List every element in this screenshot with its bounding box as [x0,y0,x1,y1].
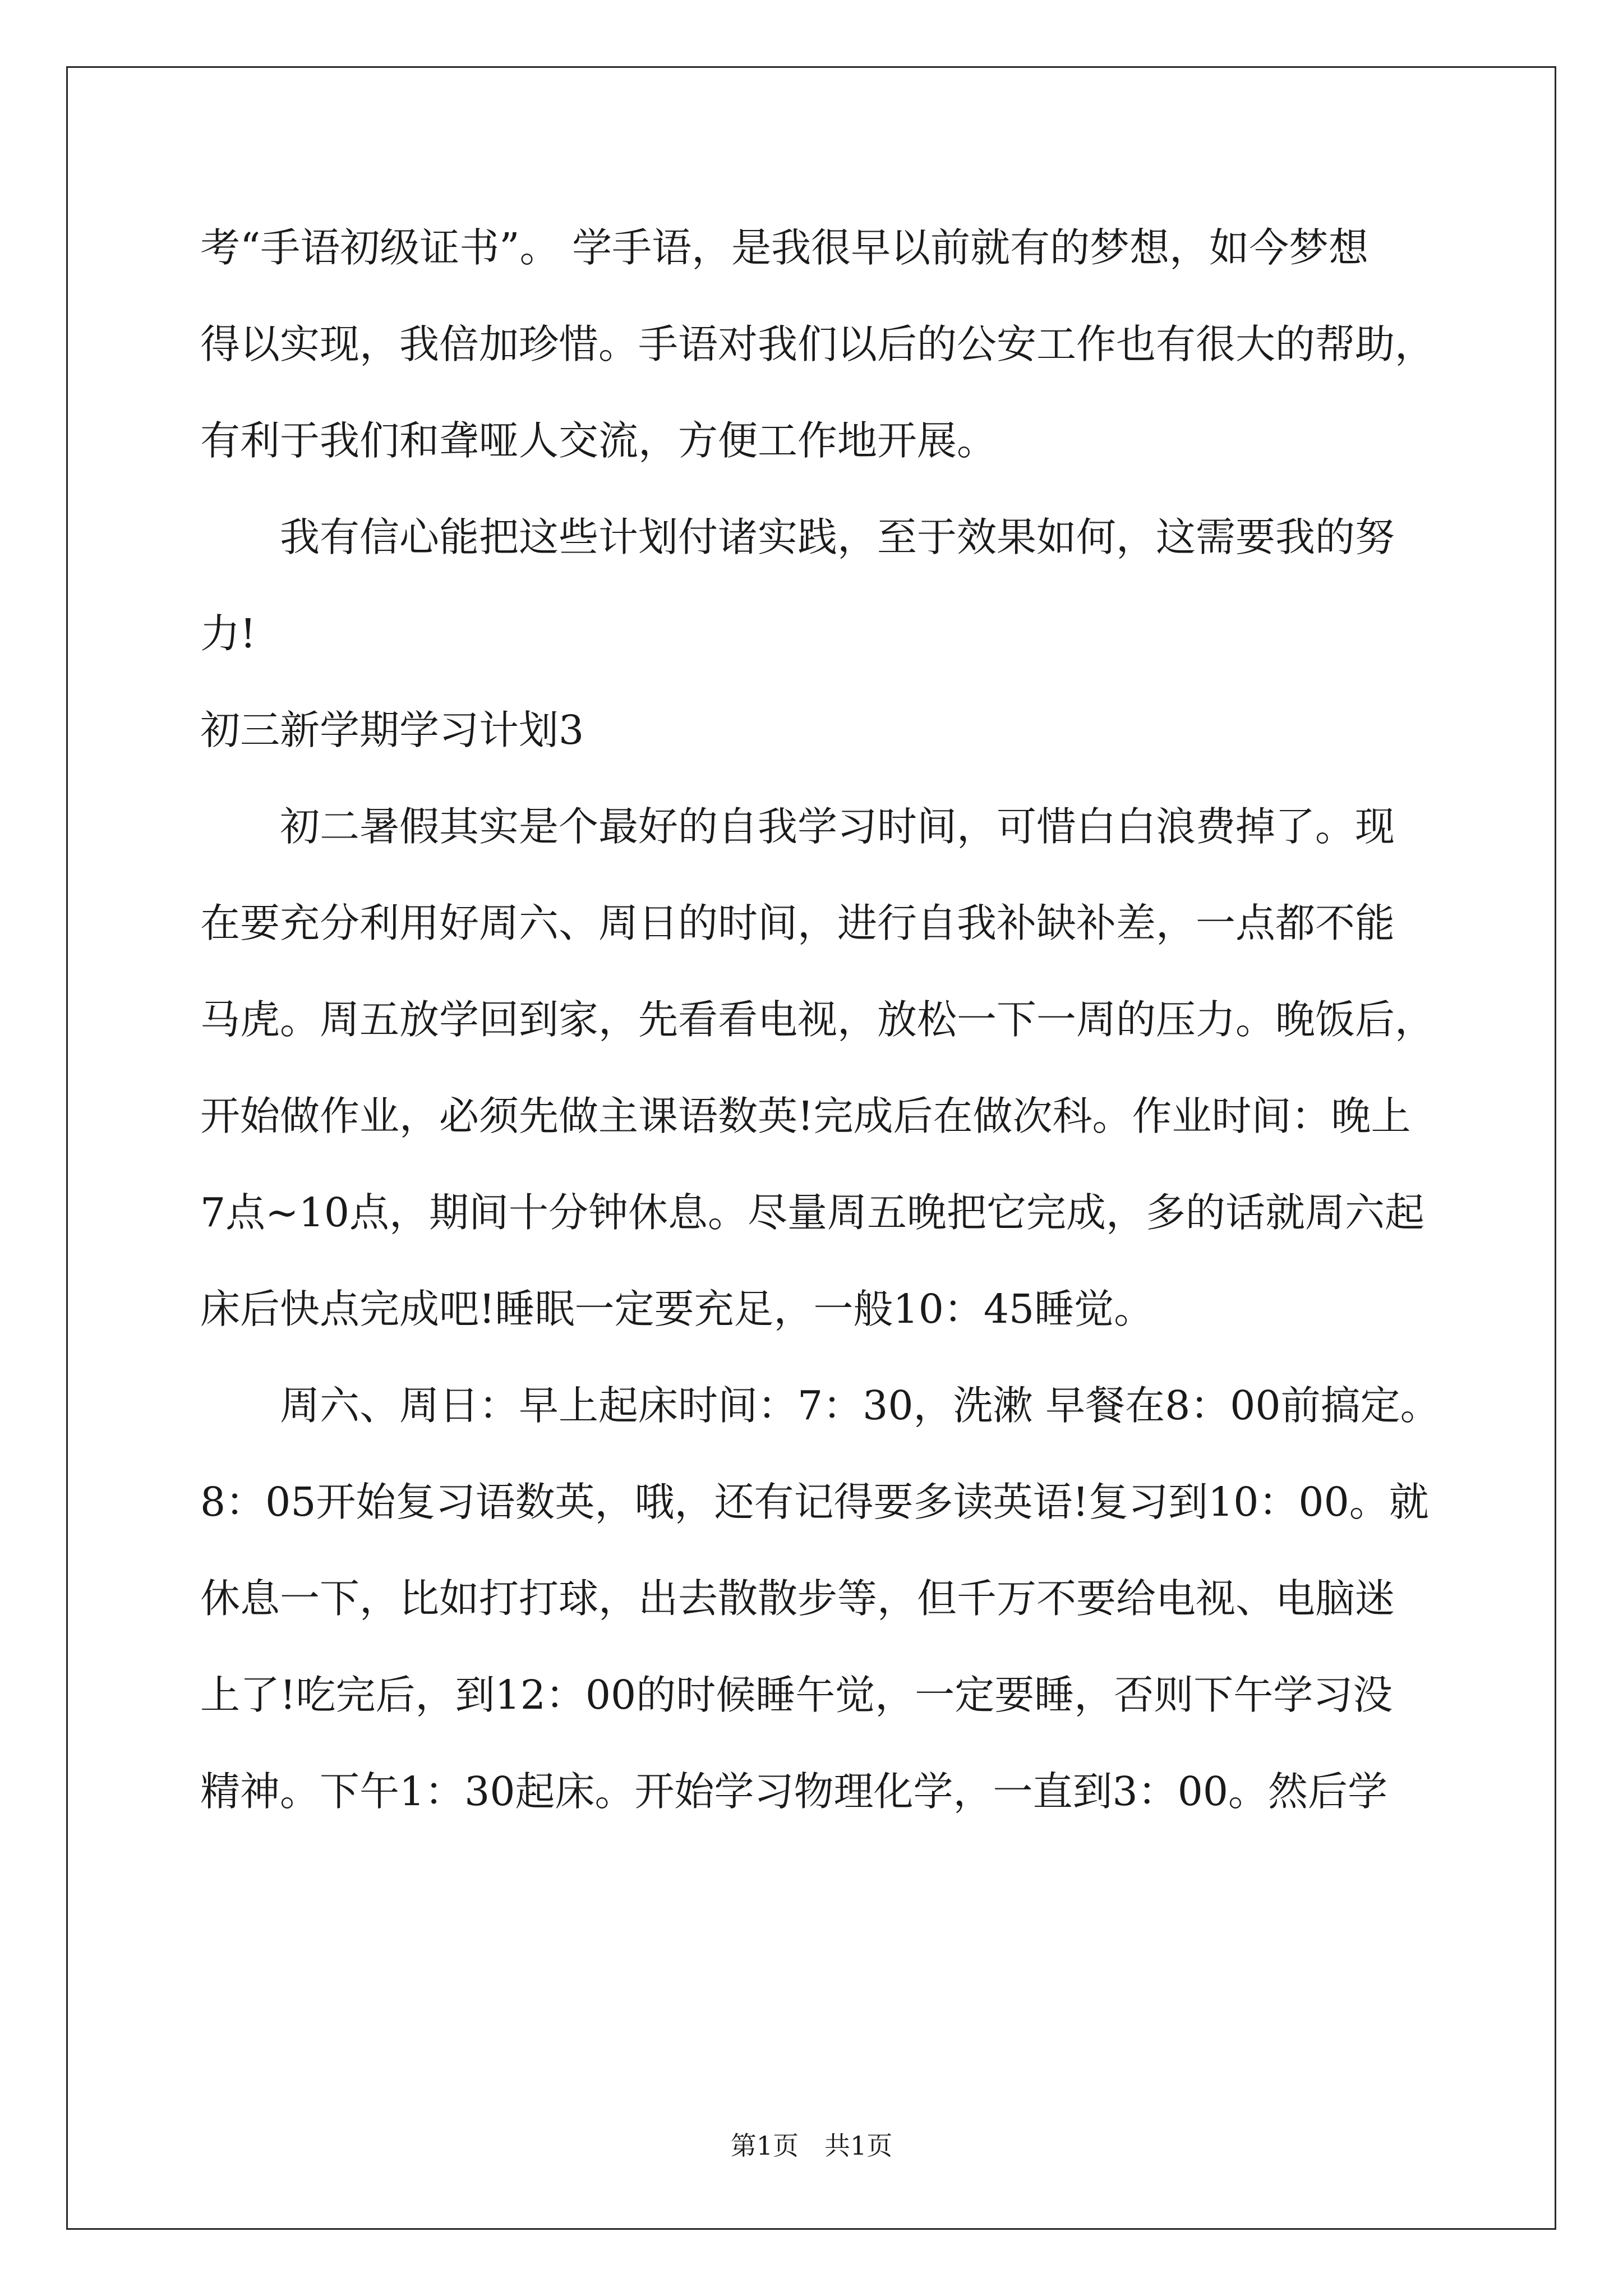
text-line: 马虎。周五放学回到家，先看看电视，放松一下一周的压力。晚饭后， [200,996,1435,1043]
text-line: 7点~10点，期间十分钟休息。尽量周五晚把它完成，多的话就周六起 [200,1189,1425,1236]
text-line: 初二暑假其实是个最好的自我学习时间，可惜白白浪费掉了。现 [200,803,1395,850]
text-line: 我有信心能把这些计划付诸实践，至于效果如何，这需要我的努 [200,514,1395,560]
text-line: 精神。下午1：30起床。开始学习物理化学，一直到3：00。然后学 [200,1768,1388,1815]
text-line: 休息一下，比如打打球，出去散散步等，但千万不要给电视、电脑迷 [200,1575,1395,1622]
page-border [66,66,1556,2230]
text-line: 有利于我们和聋哑人交流，方便工作地开展。 [200,417,997,464]
text-line: 8：05开始复习语数英，哦，还有记得要多读英语!复习到10：00。就 [200,1479,1429,1525]
page-footer: 第1页 共1页 [730,2131,893,2161]
text-line: 周六、周日：早上起床时间：7：30，洗漱 早餐在8：00前搞定。 [200,1382,1440,1429]
text-line: 得以实现，我倍加珍惜。手语对我们以后的公安工作也有很大的帮助， [200,321,1435,367]
text-line: 力! [200,610,256,657]
text-line: 在要充分利用好周六、周日的时间，进行自我补缺补差，一点都不能 [200,900,1395,946]
text-line: 上了!吃完后，到12：00的时候睡午觉，一定要睡，否则下午学习没 [200,1672,1393,1718]
section-heading: 初三新学期学习计划3 [200,707,584,753]
text-line: 床后快点完成吧!睡眠一定要充足，一般10：45睡觉。 [200,1286,1154,1332]
text-line: 开始做作业，必须先做主课语数英!完成后在做次科。作业时间：晚上 [200,1093,1411,1139]
text-line: 考“手语初级证书”。 学手语，是我很早以前就有的梦想，如今梦想 [200,224,1369,271]
